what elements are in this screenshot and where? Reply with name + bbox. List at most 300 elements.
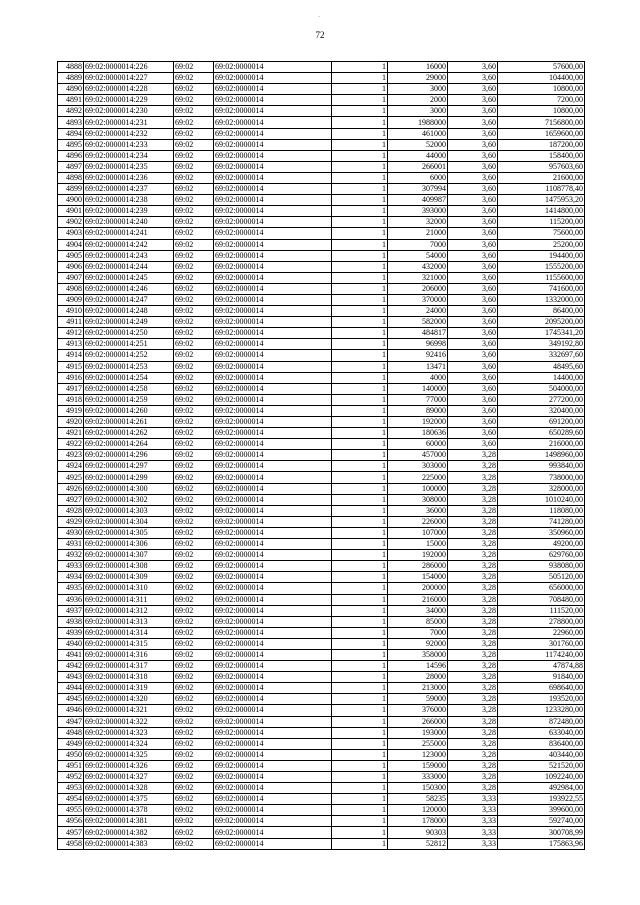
row-number-cell: 4898 [58,172,84,183]
plot-area-cell: 266001 [388,161,448,172]
cadastral-number-cell: 69:02:0000014:309 [84,572,174,583]
rate-value-cell: 3,60 [448,383,498,394]
cadastral-block-cell: 69:02:0000014 [214,694,332,705]
rate-value-cell: 3,28 [448,450,498,461]
table-row [58,527,585,538]
cadastral-number-cell: 69:02:0000014:304 [84,516,174,527]
row-number-cell: 4940 [58,638,84,649]
cadastral-number-cell: 69:02:0000014:320 [84,694,174,705]
plot-count-cell: 1 [332,627,388,638]
row-number-cell: 4925 [58,472,84,483]
plot-count-cell: 1 [332,339,388,350]
cadastral-block-cell: 69:02:0000014 [214,794,332,805]
plot-area-cell: 60000 [388,439,448,450]
cadastral-district-cell: 69:02 [174,638,214,649]
cadastral-district-cell: 69:02 [174,128,214,139]
cadastral-block-cell: 69:02:0000014 [214,84,332,95]
plot-count-cell: 1 [332,605,388,616]
cadastral-number-cell: 69:02:0000014:316 [84,649,174,660]
cadastral-number-cell: 69:02:0000014:259 [84,394,174,405]
rate-value-cell: 3,60 [448,172,498,183]
cadastral-district-cell: 69:02 [174,417,214,428]
cadastral-value-cell: 175863,96 [498,838,585,849]
cadastral-value-cell: 938080,00 [498,561,585,572]
table-row [58,228,585,239]
cadastral-value-cell: 691200,00 [498,417,585,428]
plot-area-cell: 21000 [388,228,448,239]
row-number-cell: 4932 [58,550,84,561]
rate-value-cell: 3,60 [448,439,498,450]
cadastral-block-cell: 69:02:0000014 [214,239,332,250]
plot-area-cell: 193000 [388,727,448,738]
cadastral-value-cell: 118080,00 [498,505,585,516]
row-number-cell: 4942 [58,661,84,672]
cadastral-value-cell: 738000,00 [498,472,585,483]
cadastral-value-cell: 1108778,40 [498,184,585,195]
cadastral-number-cell: 69:02:0000014:236 [84,172,174,183]
row-number-cell: 4937 [58,605,84,616]
cadastral-district-cell: 69:02 [174,372,214,383]
plot-count-cell: 1 [332,150,388,161]
cadastral-number-cell: 69:02:0000014:249 [84,317,174,328]
cadastral-value-cell: 650289,60 [498,428,585,439]
cadastral-number-cell: 69:02:0000014:299 [84,472,174,483]
table-row [58,439,585,450]
plot-area-cell: 192000 [388,550,448,561]
row-number-cell: 4930 [58,527,84,538]
rate-value-cell: 3,60 [448,73,498,84]
plot-area-cell: 432000 [388,261,448,272]
plot-area-cell: 59000 [388,694,448,705]
plot-count-cell: 1 [332,572,388,583]
cadastral-block-cell: 69:02:0000014 [214,283,332,294]
rate-value-cell: 3,28 [448,705,498,716]
cadastral-district-cell: 69:02 [174,184,214,195]
cadastral-district-cell: 69:02 [174,627,214,638]
cadastral-block-cell: 69:02:0000014 [214,505,332,516]
cadastral-number-cell: 69:02:0000014:302 [84,494,174,505]
cadastral-number-cell: 69:02:0000014:264 [84,439,174,450]
rate-value-cell: 3,28 [448,583,498,594]
plot-count-cell: 1 [332,672,388,683]
cadastral-value-cell: 504000,00 [498,383,585,394]
rate-value-cell: 3,28 [448,527,498,538]
cadastral-value-cell: 216000,00 [498,439,585,450]
plot-area-cell: 358000 [388,649,448,660]
cadastral-block-cell: 69:02:0000014 [214,317,332,328]
cadastral-block-cell: 69:02:0000014 [214,550,332,561]
plot-area-cell: 308000 [388,494,448,505]
plot-area-cell: 52812 [388,838,448,849]
rate-value-cell: 3,60 [448,394,498,405]
rate-value-cell: 3,60 [448,217,498,228]
row-number-cell: 4943 [58,672,84,683]
cadastral-value-cell: 656000,00 [498,583,585,594]
cadastral-block-cell: 69:02:0000014 [214,339,332,350]
plot-count-cell: 1 [332,250,388,261]
plot-count-cell: 1 [332,172,388,183]
row-number-cell: 4931 [58,539,84,550]
rate-value-cell: 3,28 [448,727,498,738]
plot-area-cell: 32000 [388,217,448,228]
plot-area-cell: 89000 [388,405,448,416]
cadastral-number-cell: 69:02:0000014:235 [84,161,174,172]
cadastral-block-cell: 69:02:0000014 [214,805,332,816]
cadastral-block-cell: 69:02:0000014 [214,827,332,838]
table-row [58,638,585,649]
cadastral-value-cell: 300708,99 [498,827,585,838]
cadastral-value-cell: 193520,00 [498,694,585,705]
rate-value-cell: 3,28 [448,616,498,627]
cadastral-value-cell: 521520,00 [498,760,585,771]
cadastral-block-cell: 69:02:0000014 [214,195,332,206]
plot-count-cell: 1 [332,550,388,561]
cadastral-value-cell: 592740,00 [498,816,585,827]
plot-count-cell: 1 [332,516,388,527]
rate-value-cell: 3,28 [448,483,498,494]
cadastral-number-cell: 69:02:0000014:228 [84,84,174,95]
table-row [58,184,585,195]
row-number-cell: 4889 [58,73,84,84]
cadastral-number-cell: 69:02:0000014:321 [84,705,174,716]
plot-count-cell: 1 [332,328,388,339]
rate-value-cell: 3,60 [448,361,498,372]
rate-value-cell: 3,28 [448,638,498,649]
cadastral-district-cell: 69:02 [174,450,214,461]
cadastral-block-cell: 69:02:0000014 [214,95,332,106]
plot-area-cell: 92416 [388,350,448,361]
plot-area-cell: 178000 [388,816,448,827]
plot-area-cell: 307994 [388,184,448,195]
row-number-cell: 4947 [58,716,84,727]
cadastral-block-cell: 69:02:0000014 [214,306,332,317]
cadastral-number-cell: 69:02:0000014:328 [84,783,174,794]
plot-area-cell: 77000 [388,394,448,405]
cadastral-value-cell: 278800,00 [498,616,585,627]
cadastral-value-cell: 7200,00 [498,95,585,106]
cadastral-value-cell: 7156800,00 [498,117,585,128]
plot-area-cell: 216000 [388,594,448,605]
cadastral-value-cell: 698640,00 [498,683,585,694]
cadastral-number-cell: 69:02:0000014:313 [84,616,174,627]
cadastral-block-cell: 69:02:0000014 [214,417,332,428]
cadastral-block-cell: 69:02:0000014 [214,428,332,439]
cadastral-district-cell: 69:02 [174,150,214,161]
rate-value-cell: 3,60 [448,405,498,416]
cadastral-district-cell: 69:02 [174,206,214,217]
cadastral-district-cell: 69:02 [174,494,214,505]
cadastral-number-cell: 69:02:0000014:307 [84,550,174,561]
cadastral-value-cell: 1010240,00 [498,494,585,505]
cadastral-number-cell: 69:02:0000014:253 [84,361,174,372]
rate-value-cell: 3,60 [448,206,498,217]
cadastral-number-cell: 69:02:0000014:239 [84,206,174,217]
table-row [58,383,585,394]
plot-area-cell: 107000 [388,527,448,538]
row-number-cell: 4953 [58,783,84,794]
cadastral-number-cell: 69:02:0000014:251 [84,339,174,350]
plot-area-cell: 90303 [388,827,448,838]
cadastral-block-cell: 69:02:0000014 [214,649,332,660]
table-row [58,250,585,261]
row-number-cell: 4911 [58,317,84,328]
table-row [58,572,585,583]
row-number-cell: 4924 [58,461,84,472]
cadastral-district-cell: 69:02 [174,350,214,361]
cadastral-number-cell: 69:02:0000014:232 [84,128,174,139]
plot-count-cell: 1 [332,505,388,516]
rate-value-cell: 3,60 [448,250,498,261]
rate-value-cell: 3,60 [448,228,498,239]
row-number-cell: 4900 [58,195,84,206]
plot-area-cell: 333000 [388,772,448,783]
row-number-cell: 4897 [58,161,84,172]
cadastral-number-cell: 69:02:0000014:382 [84,827,174,838]
plot-area-cell: 393000 [388,206,448,217]
plot-area-cell: 13471 [388,361,448,372]
plot-area-cell: 154000 [388,572,448,583]
cadastral-number-cell: 69:02:0000014:324 [84,738,174,749]
table-row [58,583,585,594]
cadastral-number-cell: 69:02:0000014:261 [84,417,174,428]
row-number-cell: 4938 [58,616,84,627]
cadastral-block-cell: 69:02:0000014 [214,405,332,416]
rate-value-cell: 3,28 [448,472,498,483]
table-row [58,195,585,206]
cadastral-value-cell: 25200,00 [498,239,585,250]
row-number-cell: 4893 [58,117,84,128]
cadastral-block-cell: 69:02:0000014 [214,294,332,305]
row-number-cell: 4899 [58,184,84,195]
cadastral-number-cell: 69:02:0000014:244 [84,261,174,272]
cadastral-block-cell: 69:02:0000014 [214,361,332,372]
table-row [58,516,585,527]
plot-count-cell: 1 [332,217,388,228]
cadastral-block-cell: 69:02:0000014 [214,206,332,217]
cadastral-district-cell: 69:02 [174,472,214,483]
table-row [58,217,585,228]
cadastral-district-cell: 69:02 [174,738,214,749]
cadastral-block-cell: 69:02:0000014 [214,638,332,649]
row-number-cell: 4896 [58,150,84,161]
cadastral-value-cell: 957603,60 [498,161,585,172]
row-number-cell: 4926 [58,483,84,494]
rate-value-cell: 3,60 [448,272,498,283]
rate-value-cell: 3,60 [448,283,498,294]
cadastral-value-cell: 1475953,20 [498,195,585,206]
cadastral-block-cell: 69:02:0000014 [214,472,332,483]
cadastral-district-cell: 69:02 [174,772,214,783]
cadastral-district-cell: 69:02 [174,483,214,494]
cadastral-block-cell: 69:02:0000014 [214,372,332,383]
cadastral-district-cell: 69:02 [174,294,214,305]
plot-count-cell: 1 [332,117,388,128]
cadastral-value-cell: 49200,00 [498,539,585,550]
table-row [58,827,585,838]
cadastral-district-cell: 69:02 [174,727,214,738]
cadastral-value-cell: 332697,60 [498,350,585,361]
rate-value-cell: 3,28 [448,716,498,727]
cadastral-number-cell: 69:02:0000014:250 [84,328,174,339]
cadastral-district-cell: 69:02 [174,73,214,84]
cadastral-number-cell: 69:02:0000014:258 [84,383,174,394]
plot-area-cell: 34000 [388,605,448,616]
rate-value-cell: 3,60 [448,95,498,106]
cadastral-block-cell: 69:02:0000014 [214,461,332,472]
rate-value-cell: 3,28 [448,516,498,527]
table-row [58,150,585,161]
cadastral-number-cell: 69:02:0000014:378 [84,805,174,816]
table-row [58,539,585,550]
plot-area-cell: 54000 [388,250,448,261]
cadastral-value-cell: 2095200,00 [498,317,585,328]
cadastral-district-cell: 69:02 [174,550,214,561]
plot-area-cell: 582000 [388,317,448,328]
rate-value-cell: 3,28 [448,783,498,794]
plot-area-cell: 58235 [388,794,448,805]
land-plot-table [57,61,585,850]
cadastral-number-cell: 69:02:0000014:317 [84,661,174,672]
plot-count-cell: 1 [332,317,388,328]
plot-count-cell: 1 [332,683,388,694]
cadastral-block-cell: 69:02:0000014 [214,106,332,117]
row-number-cell: 4919 [58,405,84,416]
row-number-cell: 4901 [58,206,84,217]
cadastral-block-cell: 69:02:0000014 [214,250,332,261]
table-row [58,239,585,250]
plot-count-cell: 1 [332,372,388,383]
rate-value-cell: 3,60 [448,328,498,339]
plot-area-cell: 461000 [388,128,448,139]
cadastral-value-cell: 115200,00 [498,217,585,228]
cadastral-district-cell: 69:02 [174,84,214,95]
row-number-cell: 4945 [58,694,84,705]
cadastral-district-cell: 69:02 [174,283,214,294]
plot-count-cell: 1 [332,594,388,605]
cadastral-number-cell: 69:02:0000014:312 [84,605,174,616]
table-row [58,649,585,660]
plot-count-cell: 1 [332,161,388,172]
cadastral-number-cell: 69:02:0000014:306 [84,539,174,550]
cadastral-number-cell: 69:02:0000014:318 [84,672,174,683]
cadastral-block-cell: 69:02:0000014 [214,616,332,627]
row-number-cell: 4927 [58,494,84,505]
row-number-cell: 4949 [58,738,84,749]
plot-area-cell: 7000 [388,239,448,250]
cadastral-value-cell: 1233280,00 [498,705,585,716]
table-row [58,339,585,350]
cadastral-block-cell: 69:02:0000014 [214,228,332,239]
rate-value-cell: 3,60 [448,294,498,305]
rate-value-cell: 3,28 [448,505,498,516]
plot-count-cell: 1 [332,738,388,749]
cadastral-district-cell: 69:02 [174,516,214,527]
cadastral-district-cell: 69:02 [174,572,214,583]
table-row [58,605,585,616]
cadastral-district-cell: 69:02 [174,583,214,594]
row-number-cell: 4933 [58,561,84,572]
plot-area-cell: 159000 [388,760,448,771]
table-row [58,128,585,139]
cadastral-value-cell: 320400,00 [498,405,585,416]
row-number-cell: 4928 [58,505,84,516]
table-row [58,561,585,572]
cadastral-value-cell: 158400,00 [498,150,585,161]
cadastral-value-cell: 1555200,00 [498,261,585,272]
cadastral-value-cell: 741280,00 [498,516,585,527]
cadastral-number-cell: 69:02:0000014:230 [84,106,174,117]
cadastral-district-cell: 69:02 [174,661,214,672]
row-number-cell: 4934 [58,572,84,583]
table-row [58,627,585,638]
plot-area-cell: 100000 [388,483,448,494]
plot-count-cell: 1 [332,394,388,405]
rate-value-cell: 3,33 [448,794,498,805]
plot-count-cell: 1 [332,527,388,538]
plot-area-cell: 16000 [388,62,448,73]
plot-area-cell: 206000 [388,283,448,294]
cadastral-block-cell: 69:02:0000014 [214,272,332,283]
table-row [58,372,585,383]
cadastral-district-cell: 69:02 [174,161,214,172]
table-row [58,838,585,849]
cadastral-block-cell: 69:02:0000014 [214,716,332,727]
table-row [58,272,585,283]
cadastral-value-cell: 1414800,00 [498,206,585,217]
plot-count-cell: 1 [332,494,388,505]
cadastral-district-cell: 69:02 [174,527,214,538]
cadastral-district-cell: 69:02 [174,195,214,206]
cadastral-number-cell: 69:02:0000014:300 [84,483,174,494]
row-number-cell: 4904 [58,239,84,250]
cadastral-district-cell: 69:02 [174,172,214,183]
cadastral-district-cell: 69:02 [174,694,214,705]
plot-area-cell: 370000 [388,294,448,305]
cadastral-block-cell: 69:02:0000014 [214,439,332,450]
plot-count-cell: 1 [332,361,388,372]
cadastral-district-cell: 69:02 [174,794,214,805]
table-row [58,661,585,672]
plot-count-cell: 1 [332,772,388,783]
plot-area-cell: 96998 [388,339,448,350]
table-row [58,62,585,73]
row-number-cell: 4914 [58,350,84,361]
cadastral-number-cell: 69:02:0000014:327 [84,772,174,783]
plot-count-cell: 1 [332,239,388,250]
cadastral-block-cell: 69:02:0000014 [214,62,332,73]
table-row [58,206,585,217]
cadastral-district-cell: 69:02 [174,106,214,117]
cadastral-value-cell: 492984,00 [498,783,585,794]
cadastral-block-cell: 69:02:0000014 [214,627,332,638]
table-row [58,594,585,605]
cadastral-district-cell: 69:02 [174,117,214,128]
cadastral-district-cell: 69:02 [174,428,214,439]
table-row [58,84,585,95]
cadastral-district-cell: 69:02 [174,594,214,605]
plot-count-cell: 1 [332,838,388,849]
row-number-cell: 4913 [58,339,84,350]
rate-value-cell: 3,28 [448,461,498,472]
table-row [58,328,585,339]
row-number-cell: 4935 [58,583,84,594]
cadastral-district-cell: 69:02 [174,228,214,239]
rate-value-cell: 3,28 [448,572,498,583]
rate-value-cell: 3,28 [448,760,498,771]
cadastral-value-cell: 1155600,00 [498,272,585,283]
cadastral-value-cell: 193922,55 [498,794,585,805]
cadastral-block-cell: 69:02:0000014 [214,516,332,527]
